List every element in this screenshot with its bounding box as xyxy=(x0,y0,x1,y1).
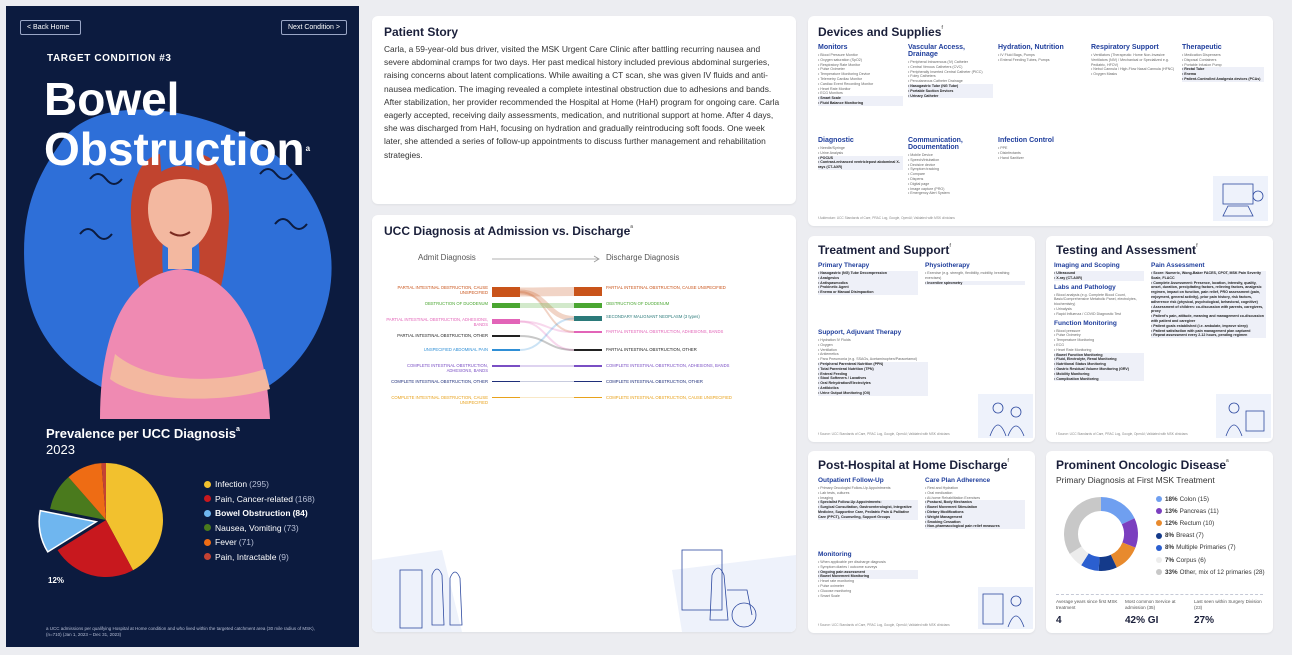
list-item: • Ongoing pain assessment xyxy=(818,570,918,575)
legend-dot xyxy=(204,539,211,546)
infection-list xyxy=(998,146,1083,160)
list-item: • Hydration IV Fluids xyxy=(818,338,851,342)
legend-label: Pain, Intractable xyxy=(215,551,277,562)
post-discharge-source-note: f Source: UCC Standards of Care, PRAC Log, Google, OpenAI; Validated with MSK clinicians xyxy=(818,623,950,627)
diagnostic-title: Diagnostic xyxy=(818,137,854,144)
list-item: • IV Fluid Bags, Pumps xyxy=(998,53,1035,57)
list-item: • Rest and Hydration xyxy=(925,486,959,490)
discharge-diagnosis-label: OBSTRUCTION OF DUODENUM xyxy=(606,301,670,306)
list-item: • Symptom diaries / outcome surveys xyxy=(818,564,878,569)
infection-column xyxy=(998,137,1083,160)
discharge-diagnosis-label: SECONDARY MALIGNANT NEOPLASM (3 types) xyxy=(606,314,700,319)
condition-hero-panel xyxy=(6,6,359,647)
legend-item xyxy=(204,550,315,565)
legend-dot xyxy=(1156,508,1162,514)
donut-segment xyxy=(1114,545,1129,561)
list-item: • Urinary Catheter xyxy=(908,94,993,99)
legend-dot xyxy=(1156,569,1162,575)
legend-percent: 8% xyxy=(1165,544,1175,552)
primary-therapy-title: Primary Therapy xyxy=(818,262,870,269)
imaging-column xyxy=(1054,262,1144,381)
list-item: • Peripheral Parenteral Nutrition (PPN) xyxy=(818,362,928,367)
donut-segment xyxy=(1076,550,1085,559)
pain-assessment-list xyxy=(1151,271,1266,338)
list-item: • Specialist Follow-Up Appointments: xyxy=(818,500,918,505)
admit-diagnosis-label: COMPLETE INTESTINAL OBSTRUCTION, ADHESIONS, BANDS xyxy=(406,363,488,374)
therapeutic-column xyxy=(1182,44,1264,82)
patient-story-title: Patient Story xyxy=(384,25,459,39)
legend-dot xyxy=(1156,557,1162,563)
list-item: • Smoking Cessation xyxy=(925,520,1025,525)
list-item: • Digital page xyxy=(908,181,930,186)
list-item: • Disposal Containers xyxy=(1182,57,1217,62)
legend-dot xyxy=(204,481,211,488)
list-item: • Complete Assessment: Presence, location, intensity, quality, onset, duration, precipitating factors, relieving factors, analgesic regimen, impact on function, pain relief, PRO assessment (pain, enjoyment, general activity), prior pain history, risk factors, adherence risk (physical, psychological, behavioral, cognitive) xyxy=(1151,281,1266,305)
hydration-column xyxy=(998,44,1083,63)
oncologic-subtitle: Primary Diagnosis at First MSK Treatment xyxy=(1056,475,1215,485)
list-item: • Rapid Influenza / COVID Diagnostic Test xyxy=(1054,311,1121,316)
discharge-node xyxy=(574,365,602,367)
list-item: • Bowel Movement Stimulation xyxy=(925,505,1025,510)
legend-count: (73) xyxy=(283,522,299,533)
legend-label: Pancreas (11) xyxy=(1179,507,1219,515)
list-item: • Fluid Balance Monitoring xyxy=(818,101,903,106)
list-item: • Surgical Consultation, Gastroenterologist, Integrative Medicine, Supportive Care, Pediatric Pain & Palliative Care (PPCT), Counseling, Support Groups xyxy=(818,505,918,519)
list-item: • Para Pneumonia (e.g. SSAGs, Acetaminophen/Paracetamol) xyxy=(818,357,918,362)
monitoring-title: Monitoring xyxy=(818,551,852,558)
patient-story-card xyxy=(372,16,796,204)
legend-dot xyxy=(204,553,211,560)
adherence-list xyxy=(925,486,1025,529)
oncologic-donut-chart xyxy=(1062,495,1140,573)
legend-item xyxy=(204,535,315,550)
list-item: • Ultrasound xyxy=(1054,271,1144,276)
oncologic-disease-card xyxy=(1046,451,1273,633)
list-item: • Patient-Controlled Analgesia devices (PCAs) xyxy=(1182,77,1264,82)
list-item: • Blood Pressure Monitor xyxy=(818,53,858,57)
list-item: • Smart Scale xyxy=(818,593,840,598)
list-item: • Heart Rate Monitor xyxy=(818,86,851,91)
legend-percent: 12% xyxy=(1165,519,1178,527)
testing-illustration xyxy=(1216,386,1271,438)
legend-label: Rectum (10) xyxy=(1179,519,1215,527)
donut-segment xyxy=(1128,521,1131,545)
function-monitoring-title: Function Monitoring xyxy=(1054,319,1117,327)
vascular-list xyxy=(908,60,993,98)
discharge-diagnosis-label: COMPLETE INTESTINAL OBSTRUCTION, ADHESIONS, BANDS xyxy=(606,363,730,368)
primary-therapy-column xyxy=(818,262,918,295)
list-item: • Disinfectants xyxy=(998,150,1021,155)
next-condition-button[interactable]: Next Condition > xyxy=(281,20,347,35)
imaging-list xyxy=(1054,271,1144,281)
list-item: • Peripheral Intravenous (IV) Catheter xyxy=(908,60,968,64)
monitors-column xyxy=(818,44,903,106)
treatment-illustration xyxy=(978,386,1033,438)
legend-item xyxy=(204,506,315,521)
respiratory-list xyxy=(1091,53,1176,77)
list-item: • Temperature Monitoring Device xyxy=(818,72,871,77)
list-item: • Fluid, Electrolyte, Renal Monitoring xyxy=(1054,357,1144,362)
adjuvant-therapy-list xyxy=(818,338,928,396)
list-item: • Smart Scale xyxy=(818,96,903,101)
legend-label: Pain, Cancer-related xyxy=(215,493,293,504)
vascular-title: Vascular Access, Drainage xyxy=(908,44,965,58)
monitors-title: Monitors xyxy=(818,44,848,51)
list-item: • Urinalysis xyxy=(1054,306,1072,311)
discharge-node xyxy=(574,316,602,321)
list-item: • Postural, Body Mechanics xyxy=(925,500,1025,505)
discharge-diagnosis-header: Discharge Diagnosis xyxy=(606,253,680,262)
list-item: • Bowel Movement Monitoring xyxy=(818,574,918,579)
discharge-node xyxy=(574,349,602,351)
post-discharge-title: Post-Hospital at Home Discharge$^f$ xyxy=(818,458,1010,472)
donut-segment xyxy=(1099,561,1114,564)
list-item: • ECG Monitors xyxy=(818,91,843,96)
legend-dot xyxy=(1156,533,1162,539)
list-item: • Pulse oximeter xyxy=(818,583,845,588)
list-item: • Image capture (PRO) xyxy=(908,186,945,191)
treatment-source-note: f Source: UCC Standards of Care, PRAC Log, Google, OpenAI; Validated with MSK clinicians xyxy=(818,432,950,436)
list-item: • X-ray (CT-AXR) xyxy=(1054,276,1144,281)
physiotherapy-column xyxy=(925,262,1025,285)
list-item: • Mobile Device xyxy=(908,153,933,157)
physiotherapy-list xyxy=(925,271,1025,285)
physiotherapy-title: Physiotherapy xyxy=(925,262,970,269)
legend-count: (9) xyxy=(278,551,289,562)
therapeutic-title: Therapeutic xyxy=(1182,44,1222,51)
discharge-node xyxy=(574,381,602,382)
list-item: • Nasogastric (NG) Tube Decompression xyxy=(818,271,918,276)
list-item: • Hand Sanitizer xyxy=(998,155,1024,160)
function-monitoring-list xyxy=(1054,329,1144,382)
adherence-title: Care Plan Adherence xyxy=(925,477,991,484)
list-item: • Dispens xyxy=(908,176,924,181)
discharge-node xyxy=(574,287,602,296)
monitoring-column xyxy=(818,551,918,598)
legend-percent: 33% xyxy=(1165,568,1178,576)
list-item: • Antispasmodics xyxy=(818,281,918,286)
testing-assessment-card xyxy=(1046,236,1273,442)
patient-story-paragraph-1: Carla, a 59-year-old bus driver, visited the MSK Urgent Care Clinic after battling recurring nausea and severe abdominal cramps for two days. Her past medical history included previous abdominal surgeries, raising concerns about latent complications. While awaiting a CT scan, she was given IV fluids and anti-nausea medication. The imaging revealed a complete intestinal obstruction due to adhesions and bands. xyxy=(384,44,772,94)
discharge-node xyxy=(574,303,602,308)
legend-count: (71) xyxy=(238,537,254,548)
pain-assessment-column xyxy=(1151,262,1266,338)
legend-label: Other, mix of 12 primaries (28) xyxy=(1179,568,1265,576)
list-item: • Glucose monitoring xyxy=(818,588,852,593)
oncologic-stats xyxy=(1056,594,1263,626)
list-item: • Portable Infusion Pump xyxy=(1182,62,1222,67)
hydration-title: Hydration, Nutrition xyxy=(998,44,1064,51)
ucc-diagnosis-title: UCC Diagnosis at Admission vs. Discharge$^a$ xyxy=(384,224,634,238)
list-item: • Contrast-enhanced ventriclepost abdominal X-rays (CT-AXR) xyxy=(818,160,903,170)
adherence-column xyxy=(925,477,1025,529)
legend-percent: 13% xyxy=(1165,507,1178,515)
hydration-list xyxy=(998,53,1083,63)
list-item: • Blood pressure xyxy=(1054,328,1081,333)
list-item: • Patient's pain, attitude, meaning and management co-discussion with patient and caregiver xyxy=(1151,314,1266,324)
list-item: • Pulse Oximeter xyxy=(818,67,845,72)
list-item: • Prokinetic Agent xyxy=(818,285,918,290)
list-item: • Enema or Manual Disimpaction xyxy=(818,290,918,295)
legend-percent: 18% xyxy=(1165,495,1178,503)
legend-label: Nausea, Vomiting xyxy=(215,522,282,533)
legend-item xyxy=(204,492,315,507)
legend-label: Infection xyxy=(215,479,248,490)
legend-label: Multiple Primaries (7) xyxy=(1176,544,1236,552)
stat-surgery-division: Last seen within Surgery Division (23) 27% xyxy=(1194,599,1262,626)
admit-node xyxy=(492,319,520,324)
admit-node xyxy=(492,365,520,367)
list-item: • Bowel Function Monitoring xyxy=(1054,353,1144,358)
admit-diagnosis-label: UNSPECIFIED ABDOMINAL PAIN xyxy=(423,347,488,352)
discharge-diagnosis-label: COMPLETE INTESTINAL OBSTRUCTION, OTHER xyxy=(606,379,703,384)
list-item: • Gastric Residual Volume Monitoring (GRV) xyxy=(1054,367,1144,372)
legend-dot xyxy=(1156,520,1162,526)
legend-percent: 8% xyxy=(1165,532,1175,540)
list-item: • Patient goals established (i.e. ambulate, improve sleep) xyxy=(1151,324,1266,329)
list-item: • Ventilators (Therapeutic: Home Non-Invasive Ventilators (NIV) / Mechanical or Specialized e.g. Pediatric, HFOV) xyxy=(1091,53,1169,67)
list-item: • Oxygen xyxy=(818,342,833,347)
oncologic-legend-item xyxy=(1156,517,1265,529)
back-home-button[interactable]: < Back Home xyxy=(20,20,81,35)
infection-title: Infection Control xyxy=(998,137,1054,144)
discharge-node xyxy=(574,397,602,398)
list-item: • Incentive spirometry xyxy=(925,281,1025,286)
list-item: • Lab tests, cultures xyxy=(818,490,850,495)
prevalence-footnote: a UCC admissions per qualifying Hospital at Home condition and who lived within the targeted catchment area (30 mile radius of MSK), (n=710) (Jan 1, 2023 – Dec 31, 2023) xyxy=(46,626,315,637)
legend-label: Bowel Obstruction xyxy=(215,508,291,519)
prevalence-legend xyxy=(204,477,315,564)
outpatient-title: Outpatient Follow-Up xyxy=(818,477,884,484)
labs-title: Labs and Pathology xyxy=(1054,283,1116,291)
donut-segment xyxy=(1085,559,1099,564)
list-item: • POCUS xyxy=(818,156,903,161)
respiratory-title: Respiratory Support xyxy=(1091,44,1159,51)
discharge-diagnosis-label: COMPLETE INTESTINAL OBSTRUCTION, CAUSE UNSPECIFIED xyxy=(606,395,732,400)
donut-segment xyxy=(1071,504,1101,550)
list-item: • Heart Rate Monitoring xyxy=(1054,347,1092,352)
list-item: • Emergency Alert System xyxy=(908,191,950,196)
list-item: • Rectal Tube xyxy=(1182,67,1264,72)
list-item: • Oral medication xyxy=(925,490,953,495)
discharge-diagnosis-label: PARTIAL INTESTINAL OBSTRUCTION, CAUSE UNSPECIFIED xyxy=(606,285,726,290)
list-item: • Peripherally Inserted Central Catheter (PICC) xyxy=(908,69,983,74)
list-item: • Oral Rehydration/Electrolytes xyxy=(818,381,928,386)
respiratory-column xyxy=(1091,44,1176,77)
treatment-support-card xyxy=(808,236,1035,442)
stat-years-since-treatment: Average years since first MSK treatment 4 xyxy=(1056,599,1118,626)
list-item: • Symptom tracking xyxy=(908,167,940,172)
list-item: • Percutaneous Catheter Drainage xyxy=(908,79,963,84)
prevalence-title: Prevalence per UCC Diagnosis$^a$ xyxy=(46,426,240,441)
communication-list xyxy=(908,153,993,196)
list-item: • Mobility Monitoring xyxy=(1054,372,1144,377)
outpatient-list xyxy=(818,486,918,520)
list-item: • Stool Softeners / Laxatives xyxy=(818,376,928,381)
list-item: • Nebul Cannula / High-Flow Nasal Cannula (HFNC) xyxy=(1091,67,1175,72)
legend-item xyxy=(204,521,315,536)
list-item: • ECG xyxy=(1054,342,1065,347)
diagnostic-column xyxy=(818,137,903,170)
legend-dot xyxy=(204,510,211,517)
list-item: • Urine Analysis xyxy=(818,150,844,155)
admit-node xyxy=(492,303,520,308)
communication-column xyxy=(908,137,993,196)
legend-dot xyxy=(1156,545,1162,551)
list-item: • Cardiac Event Recording Monitor xyxy=(818,81,874,86)
list-item: • At-home Rehabilitation Exercises xyxy=(925,495,980,500)
list-item: • Portable Suction Devices xyxy=(908,89,993,94)
legend-count: (168) xyxy=(294,493,315,504)
list-item: • Ventilation xyxy=(818,347,837,352)
list-item: • When applicable per discharge diagnosis xyxy=(818,560,886,564)
oncologic-legend-item xyxy=(1156,530,1265,542)
donut-segment xyxy=(1101,504,1128,521)
admit-diagnosis-label: COMPLETE INTESTINAL OBSTRUCTION, CAUSE UNSPECIFIED xyxy=(391,395,488,406)
legend-label: Fever xyxy=(215,537,237,548)
list-item: • Total Parenteral Nutrition (TPN) xyxy=(818,367,928,372)
devices-illustration xyxy=(1213,166,1268,221)
list-item: • Central Venous Catheters (CVC) xyxy=(908,64,963,69)
admit-diagnosis-label: PARTIAL INTESTINAL OBSTRUCTION, OTHER xyxy=(397,333,488,338)
prevalence-pie-chart xyxy=(36,458,171,588)
list-item: • Oxygen Masks xyxy=(1091,72,1118,77)
list-item: • Analgesics xyxy=(818,276,918,281)
post-discharge-illustration xyxy=(978,579,1033,629)
list-item: • Imaging xyxy=(818,495,834,500)
legend-count: (84) xyxy=(292,508,308,519)
imaging-title: Imaging and Scoping xyxy=(1054,262,1120,269)
legend-label: Breast (7) xyxy=(1176,532,1204,540)
testing-title: Testing and Assessment$^f$ xyxy=(1056,243,1198,257)
list-item: • Compare xyxy=(908,172,926,177)
list-item: • Respiratory Rate Monitor xyxy=(818,62,861,67)
outpatient-column xyxy=(818,477,918,520)
admit-diagnosis-label: COMPLETE INTESTINAL OBSTRUCTION, OTHER xyxy=(391,379,488,384)
target-condition-label: TARGET CONDITION #3 xyxy=(47,53,172,64)
treatment-title: Treatment and Support$^f$ xyxy=(818,243,952,257)
legend-label: Colon (15) xyxy=(1179,495,1210,503)
legend-percent: 7% xyxy=(1165,556,1175,564)
legend-dot xyxy=(204,524,211,531)
pie-highlight-percent: 12% xyxy=(48,576,65,585)
list-item: • Telemetry Cardiac Monitor xyxy=(818,76,863,81)
list-item: • Weight Management xyxy=(925,515,1025,520)
list-item: • Primary Oncologist Follow-Up Appointments xyxy=(818,486,891,490)
legend-item xyxy=(204,477,315,492)
adjuvant-therapy-column xyxy=(818,329,928,396)
admit-node xyxy=(492,349,520,351)
legend-dot xyxy=(204,495,211,502)
admit-node xyxy=(492,287,520,297)
stat-common-service: Most common Service at admission (35) 42% GI xyxy=(1125,599,1176,626)
list-item: • Nutritional Status Monitoring xyxy=(1054,362,1144,367)
list-item: • Antibiotics xyxy=(818,386,928,391)
oncologic-legend-item xyxy=(1156,566,1265,578)
list-item: • Patient satisfaction with pain management plan captured xyxy=(1151,329,1266,334)
monitors-list xyxy=(818,53,903,106)
list-item: • Needle/Syringe xyxy=(818,146,845,150)
devices-source-note: f Addendum: UCC Standards of Care, PRAC Log, Google, OpenAI; Validated with MSK clinicians xyxy=(818,216,955,220)
list-item: • Non-pharmacological pain relief measures xyxy=(925,524,1025,529)
list-item: • Decisive device xyxy=(908,162,936,167)
admit-node xyxy=(492,335,520,337)
list-item: • Antiemetics xyxy=(818,352,839,357)
legend-count: (295) xyxy=(249,479,269,490)
list-item: • Enema xyxy=(1182,72,1264,77)
pain-assessment-title: Pain Assessment xyxy=(1151,262,1205,269)
admit-node xyxy=(492,381,520,382)
labs-list xyxy=(1054,293,1144,317)
devices-supplies-card xyxy=(808,16,1273,226)
list-item: • Temperature Monitoring xyxy=(1054,338,1095,343)
admit-diagnosis-header: Admit Diagnosis xyxy=(418,253,476,262)
diagnostic-list xyxy=(818,146,903,170)
prevalence-year: 2023 xyxy=(46,442,75,457)
hospital-discharge-illustration xyxy=(372,530,796,632)
discharge-diagnosis-label: PARTIAL INTESTINAL OBSTRUCTION, ADHESIONS, BANDS xyxy=(606,329,724,334)
list-item: • Repeat assessment every 2-12 hours, pending regimen xyxy=(1151,333,1266,338)
monitoring-list xyxy=(818,560,918,598)
list-item: • Foley Catheters xyxy=(908,74,936,79)
admit-node xyxy=(492,397,520,398)
oncologic-title: Prominent Oncologic Disease$^a$ xyxy=(1056,458,1229,472)
patient-story-paragraph-2: After stabilization, her provider recommended the Hospital at Home (HaH) program for ongoing care. Carla eagerly accepted, receiving daily assessments, medication, and nutritional support at home. After 4 days, she was discharged from HaH, focusing on hydration and gradually reintroducing soft foods. One week later, she attended a series of follow-up appointments to discuss further management and rehabilitation strategies. xyxy=(384,96,780,160)
devices-title: Devices and Supplies$^f$ xyxy=(818,25,944,39)
legend-label: Corpus (6) xyxy=(1176,556,1206,564)
list-item: • Speech/Intubation xyxy=(908,157,940,162)
condition-title: Bowel Obstruction$^a$ xyxy=(44,73,311,175)
list-item: • Assessment of children: co-discussion with parents, caregivers, proxy xyxy=(1151,305,1266,315)
list-item: • Exercise (e.g. strength, flexibility, mobility, breathing exercises) xyxy=(925,271,1010,280)
communication-title: Communication, Documentation xyxy=(908,137,963,151)
list-item: • Blood analysis (e.g. Complete Blood Count, Basic/Comprehensive Metabolic Panel, electrolytes, biochemistry) xyxy=(1054,292,1137,307)
primary-therapy-list xyxy=(818,271,918,295)
list-item: • Score: Numeric, Wong-Baker FACES, CPOT, MSK Pain Severity Scale, FLACC xyxy=(1151,271,1266,281)
admit-diagnosis-label: PARTIAL INTESTINAL OBSTRUCTION, CAUSE UNSPECIFIED xyxy=(397,285,488,296)
list-item: • Enteral Feeding Tubes, Pumps xyxy=(998,57,1050,62)
therapeutic-list xyxy=(1182,53,1264,82)
oncologic-legend-item xyxy=(1156,493,1265,505)
list-item: • Pulse Oximetry xyxy=(1054,333,1081,338)
list-item: • Complication Monitoring xyxy=(1054,377,1144,382)
post-discharge-card xyxy=(808,451,1035,633)
oncologic-legend-item xyxy=(1156,554,1265,566)
vascular-column xyxy=(908,44,993,98)
discharge-diagnosis-label: PARTIAL INTESTINAL OBSTRUCTION, OTHER xyxy=(606,347,697,352)
oncologic-legend xyxy=(1156,493,1265,578)
list-item: • PPE xyxy=(998,146,1008,150)
ucc-diagnosis-card xyxy=(372,215,796,632)
oncologic-legend-item xyxy=(1156,542,1265,554)
admit-diagnosis-label: OBSTRUCTION OF DUODENUM xyxy=(424,301,488,306)
discharge-node xyxy=(574,331,602,333)
admit-diagnosis-label: PARTIAL INTESTINAL OBSTRUCTION, ADHESIONS, BANDS xyxy=(386,317,488,328)
list-item: • Urine Output Monitoring (Oli) xyxy=(818,391,928,396)
list-item: • Medication Dispensers xyxy=(1182,53,1221,57)
list-item: • Heart rate monitoring xyxy=(818,579,855,584)
legend-dot xyxy=(1156,496,1162,502)
oncologic-legend-item xyxy=(1156,505,1265,517)
list-item: • Nasogastric Tube (NG Tube) xyxy=(908,84,993,89)
list-item: • Dietary Modifications xyxy=(925,510,1025,515)
list-item: • Enteral Feeding xyxy=(818,372,928,377)
testing-source-note: f Source: UCC Standards of Care, PRAC Log, Google, OpenAI; Validated with MSK clinicians xyxy=(1056,432,1188,436)
adjuvant-therapy-title: Support, Adjuvant Therapy xyxy=(818,329,902,336)
list-item: • Oxygen saturation (SpO2) xyxy=(818,57,863,62)
